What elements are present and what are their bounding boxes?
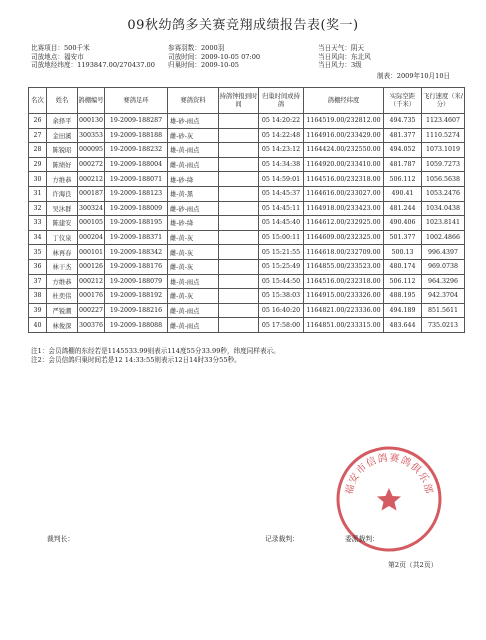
table-row bbox=[29, 143, 465, 158]
table-cell: 1164920.00/233410.00 bbox=[304, 157, 384, 172]
table-header-row bbox=[29, 88, 465, 114]
table-cell: 000212 bbox=[78, 172, 105, 187]
table-cell: 964.3296 bbox=[422, 274, 465, 289]
table-row bbox=[29, 172, 465, 187]
table-cell: 481.377 bbox=[384, 128, 422, 143]
note-2: 注2：会员信鸽归巢时间若是12 14:33:55则表示12日14时33分55秒。 bbox=[31, 356, 241, 364]
table-cell: 494.735 bbox=[384, 114, 422, 129]
table-cell: 506.112 bbox=[384, 172, 422, 187]
table-cell: 严锐潮 bbox=[47, 303, 78, 318]
table-cell: 余择平 bbox=[47, 114, 78, 129]
table-cell: 32 bbox=[29, 201, 47, 216]
table-cell: 000272 bbox=[78, 157, 105, 172]
table-cell: 05 14:45:40 bbox=[259, 216, 304, 231]
table-cell: 1164516.00/232318.00 bbox=[304, 172, 384, 187]
table-cell: 000204 bbox=[78, 230, 105, 245]
table-cell: 05 14:45:37 bbox=[259, 186, 304, 201]
table-cell: 19-2009-188371 bbox=[105, 230, 168, 245]
table-cell: 19-2009-188287 bbox=[105, 114, 168, 129]
table-cell: 19-2009-188342 bbox=[105, 245, 168, 260]
table-cell: 30 bbox=[29, 172, 47, 187]
table-cell: 494.052 bbox=[384, 143, 422, 158]
table-cell: 05 14:45:11 bbox=[259, 201, 304, 216]
table-cell: 1164516.00/232318.00 bbox=[304, 274, 384, 289]
table-cell: 雌-黄-灰 bbox=[168, 245, 219, 260]
table-cell: 851.5611 bbox=[422, 303, 465, 318]
table-cell: 雄-砂-绛 bbox=[168, 216, 219, 231]
table-cell: 05 14:22:48 bbox=[259, 128, 304, 143]
table-row bbox=[29, 128, 465, 143]
table-cell: 雌-砂-雨点 bbox=[168, 201, 219, 216]
note-1: 注1：会员鸽棚的东经若是1145533.99则表示114度55分33.99秒，纬度同样表示。 bbox=[31, 347, 280, 355]
results-table bbox=[28, 87, 465, 333]
table-cell: 丁仪泉 bbox=[47, 230, 78, 245]
table-cell: 1164609.00/232325.00 bbox=[304, 230, 384, 245]
table-cell: 05 15:21:55 bbox=[259, 245, 304, 260]
table-row bbox=[29, 259, 465, 274]
table-cell: 林俊深 bbox=[47, 318, 78, 333]
table-cell: 33 bbox=[29, 216, 47, 231]
table-row bbox=[29, 230, 465, 245]
table-cell bbox=[219, 318, 259, 333]
svg-text:福安市信鸽赛鸽俱乐部: 福安市信鸽赛鸽俱乐部 bbox=[343, 452, 435, 496]
table-cell: 1053.2476 bbox=[422, 186, 465, 201]
table-cell: 1164918.00/233423.00 bbox=[304, 201, 384, 216]
table-cell: 19-2009-188009 bbox=[105, 201, 168, 216]
table-cell bbox=[219, 230, 259, 245]
table-cell: 雌-黄-灰 bbox=[168, 289, 219, 304]
table-cell: 雌-砂-灰 bbox=[168, 128, 219, 143]
column-header: 鸽棚经纬度 bbox=[304, 88, 384, 114]
table-cell: 1059.7273 bbox=[422, 157, 465, 172]
table-cell: 1023.8141 bbox=[422, 216, 465, 231]
table-cell bbox=[219, 143, 259, 158]
table-cell: 942.3704 bbox=[422, 289, 465, 304]
table-cell: 05 15:38:03 bbox=[259, 289, 304, 304]
meta-release-coords: 司放地经纬度：1193847.00/270437.00 bbox=[31, 61, 155, 70]
table-cell: 1034.0438 bbox=[422, 201, 465, 216]
column-header: 飞行速度（米/分） bbox=[422, 88, 465, 114]
table-cell: 000130 bbox=[78, 114, 105, 129]
meta-column-3 bbox=[318, 44, 371, 70]
column-header: 赛鸽资料 bbox=[168, 88, 219, 114]
table-cell: 37 bbox=[29, 274, 47, 289]
table-cell: 500.13 bbox=[384, 245, 422, 260]
table-cell: 480.174 bbox=[384, 259, 422, 274]
meta-column-1 bbox=[31, 44, 155, 70]
table-cell: 雄-砂-绛 bbox=[168, 172, 219, 187]
table-cell: 1110.5274 bbox=[422, 128, 465, 143]
table-cell: 19-2009-188192 bbox=[105, 289, 168, 304]
table-cell: 000095 bbox=[78, 143, 105, 158]
table-cell: 000105 bbox=[78, 216, 105, 231]
table-body bbox=[29, 114, 465, 333]
table-cell bbox=[219, 303, 259, 318]
table-row bbox=[29, 114, 465, 129]
table-row bbox=[29, 289, 465, 304]
table-cell: 35 bbox=[29, 245, 47, 260]
table-cell: 1164612.00/232925.00 bbox=[304, 216, 384, 231]
meta-release-place: 司放地点：福安市 bbox=[31, 52, 84, 61]
report-title: 09秋幼鸽多关赛竞翔成绩报告表(奖一) bbox=[127, 18, 359, 33]
table-cell: 05 17:58:00 bbox=[259, 318, 304, 333]
column-header: 名次 bbox=[29, 88, 47, 114]
table-cell: 1164821.00/223336.00 bbox=[304, 303, 384, 318]
table-cell: 735.0213 bbox=[422, 318, 465, 333]
table-cell: 05 14:59:01 bbox=[259, 172, 304, 187]
table-cell: 19-2009-188088 bbox=[105, 318, 168, 333]
table-cell: 000126 bbox=[78, 259, 105, 274]
table-cell: 雌-黄-灰 bbox=[168, 230, 219, 245]
table-cell: 杜奕伟 bbox=[47, 289, 78, 304]
table-cell bbox=[219, 157, 259, 172]
table-cell: 1164855.00/233523.00 bbox=[304, 259, 384, 274]
table-cell: 雌-黄-雨点 bbox=[168, 318, 219, 333]
table-cell: 雌-黄-雨点 bbox=[168, 157, 219, 172]
table-cell: 1164424.00/232550.00 bbox=[304, 143, 384, 158]
table-cell: 1164915.00/233326.00 bbox=[304, 289, 384, 304]
table-cell: 1164616.00/233027.00 bbox=[304, 186, 384, 201]
table-cell: 34 bbox=[29, 230, 47, 245]
table-cell: 雄-黄-雨点 bbox=[168, 274, 219, 289]
table-cell: 1164851.00/233315.00 bbox=[304, 318, 384, 333]
table-cell: 许海良 bbox=[47, 186, 78, 201]
table-cell bbox=[219, 128, 259, 143]
table-cell: 300376 bbox=[78, 318, 105, 333]
table-cell: 300353 bbox=[78, 128, 105, 143]
meta-race-item: 比赛项目：500千米 bbox=[31, 44, 90, 52]
table-cell: 雌-黄-灰 bbox=[168, 259, 219, 274]
table-cell: 000187 bbox=[78, 186, 105, 201]
table-row bbox=[29, 303, 465, 318]
table-cell: 19-2009-188004 bbox=[105, 157, 168, 172]
table-cell: 05 16:40:20 bbox=[259, 303, 304, 318]
table-cell: 1164916.00/233429.00 bbox=[304, 128, 384, 143]
table-cell: 19-2009-188195 bbox=[105, 216, 168, 231]
table-cell: 969.0738 bbox=[422, 259, 465, 274]
committee-signature-label: 委派裁判： bbox=[345, 535, 379, 543]
table-cell bbox=[219, 289, 259, 304]
table-cell: 雌-黄-雨点 bbox=[168, 303, 219, 318]
column-header: 归巢时间或持鸽 bbox=[259, 88, 304, 114]
table-cell: 481.787 bbox=[384, 157, 422, 172]
meta-weather: 当日天气：阴天 bbox=[318, 44, 365, 52]
table-cell: 490.406 bbox=[384, 216, 422, 231]
table-cell: 19-2009-188216 bbox=[105, 303, 168, 318]
table-cell: 000101 bbox=[78, 245, 105, 260]
table-row bbox=[29, 201, 465, 216]
table-cell: 38 bbox=[29, 289, 47, 304]
table-cell: 27 bbox=[29, 128, 47, 143]
table-cell: 方维恭 bbox=[47, 172, 78, 187]
table-cell: 雄-砂-雨点 bbox=[168, 114, 219, 129]
referee-signature-label: 裁判长： bbox=[47, 535, 75, 543]
table-cell: 483.644 bbox=[384, 318, 422, 333]
table-cell bbox=[219, 172, 259, 187]
table-cell: 19-2009-188079 bbox=[105, 274, 168, 289]
table-cell: 29 bbox=[29, 157, 47, 172]
column-header: 实际空距（千米） bbox=[384, 88, 422, 114]
table-cell: 19-2009-188123 bbox=[105, 186, 168, 201]
table-cell: 1056.5638 bbox=[422, 172, 465, 187]
table-row bbox=[29, 274, 465, 289]
recorder-signature-label: 记录裁判： bbox=[265, 535, 299, 543]
table-cell: 501.377 bbox=[384, 230, 422, 245]
table-cell bbox=[219, 201, 259, 216]
table-cell: 000212 bbox=[78, 274, 105, 289]
table-cell: 05 14:34:38 bbox=[259, 157, 304, 172]
table-cell: 林干杰 bbox=[47, 259, 78, 274]
table-cell: 36 bbox=[29, 259, 47, 274]
table-cell: 26 bbox=[29, 114, 47, 129]
table-row bbox=[29, 157, 465, 172]
table-cell: 31 bbox=[29, 186, 47, 201]
table-row bbox=[29, 186, 465, 201]
meta-entry-count: 参赛羽数：2000羽 bbox=[168, 44, 225, 52]
table-cell: 996.4397 bbox=[422, 245, 465, 260]
table-cell: 1002.4866 bbox=[422, 230, 465, 245]
table-cell: 05 15:00:11 bbox=[259, 230, 304, 245]
table-row bbox=[29, 318, 465, 333]
table-cell bbox=[219, 216, 259, 231]
column-header: 持鸽钟报到时间 bbox=[219, 88, 259, 114]
table-cell: 000227 bbox=[78, 303, 105, 318]
table-cell bbox=[219, 259, 259, 274]
table-cell: 1164519.00/232812.00 bbox=[304, 114, 384, 129]
column-header: 赛鸽足环 bbox=[105, 88, 168, 114]
table-cell: 39 bbox=[29, 303, 47, 318]
table-cell: 吴沐群 bbox=[47, 201, 78, 216]
table-cell bbox=[219, 186, 259, 201]
table-cell: 陈建安 bbox=[47, 216, 78, 231]
table-cell: 488.195 bbox=[384, 289, 422, 304]
table-cell bbox=[219, 114, 259, 129]
table-cell: 金田溪 bbox=[47, 128, 78, 143]
table-cell: 28 bbox=[29, 143, 47, 158]
table-cell: 40 bbox=[29, 318, 47, 333]
table-cell bbox=[219, 274, 259, 289]
table-cell: 陈锐昭 bbox=[47, 143, 78, 158]
table-cell: 494.189 bbox=[384, 303, 422, 318]
table-cell: 490.41 bbox=[384, 186, 422, 201]
meta-return-time: 归巢时间：2009-10-05 bbox=[168, 61, 239, 70]
meta-column-2 bbox=[168, 44, 260, 70]
meta-wind-direction: 当日风向：东北风 bbox=[318, 52, 371, 61]
meta-wind-force: 当日风力：3级 bbox=[318, 61, 362, 70]
table-cell: 19-2009-188071 bbox=[105, 172, 168, 187]
table-cell: 雄-黄-黑 bbox=[168, 186, 219, 201]
table-cell: 1073.1019 bbox=[422, 143, 465, 158]
notes bbox=[31, 347, 280, 365]
table-cell: 1164618.00/232709.00 bbox=[304, 245, 384, 260]
table-cell bbox=[219, 245, 259, 260]
table-cell: 05 14:20:22 bbox=[259, 114, 304, 129]
table-cell: 481.244 bbox=[384, 201, 422, 216]
table-cell: 19-2009-188232 bbox=[105, 143, 168, 158]
table-cell: 方维恭 bbox=[47, 274, 78, 289]
table-row bbox=[29, 216, 465, 231]
table-cell: 林再春 bbox=[47, 245, 78, 260]
column-header: 鸽棚编号 bbox=[78, 88, 105, 114]
table-cell: 05 15:44:50 bbox=[259, 274, 304, 289]
meta-release-time: 司放时间：2009-10-05 07:00 bbox=[168, 52, 261, 61]
table-cell: 19-2009-188188 bbox=[105, 128, 168, 143]
table-cell: 000176 bbox=[78, 289, 105, 304]
table-cell: 506.112 bbox=[384, 274, 422, 289]
print-date: 制表：2009年10月10日 bbox=[377, 72, 451, 80]
table-cell: 1123.4607 bbox=[422, 114, 465, 129]
column-header: 姓名 bbox=[47, 88, 78, 114]
page-number: 第2页（共2页） bbox=[388, 561, 438, 569]
table-row bbox=[29, 245, 465, 260]
table-cell: 雄-黄-雨点 bbox=[168, 143, 219, 158]
table-cell: 陈绩好 bbox=[47, 157, 78, 172]
table-cell: 19-2009-188176 bbox=[105, 259, 168, 274]
table-cell: 05 15:25:49 bbox=[259, 259, 304, 274]
table-cell: 05 14:23:12 bbox=[259, 143, 304, 158]
table-cell: 300324 bbox=[78, 201, 105, 216]
